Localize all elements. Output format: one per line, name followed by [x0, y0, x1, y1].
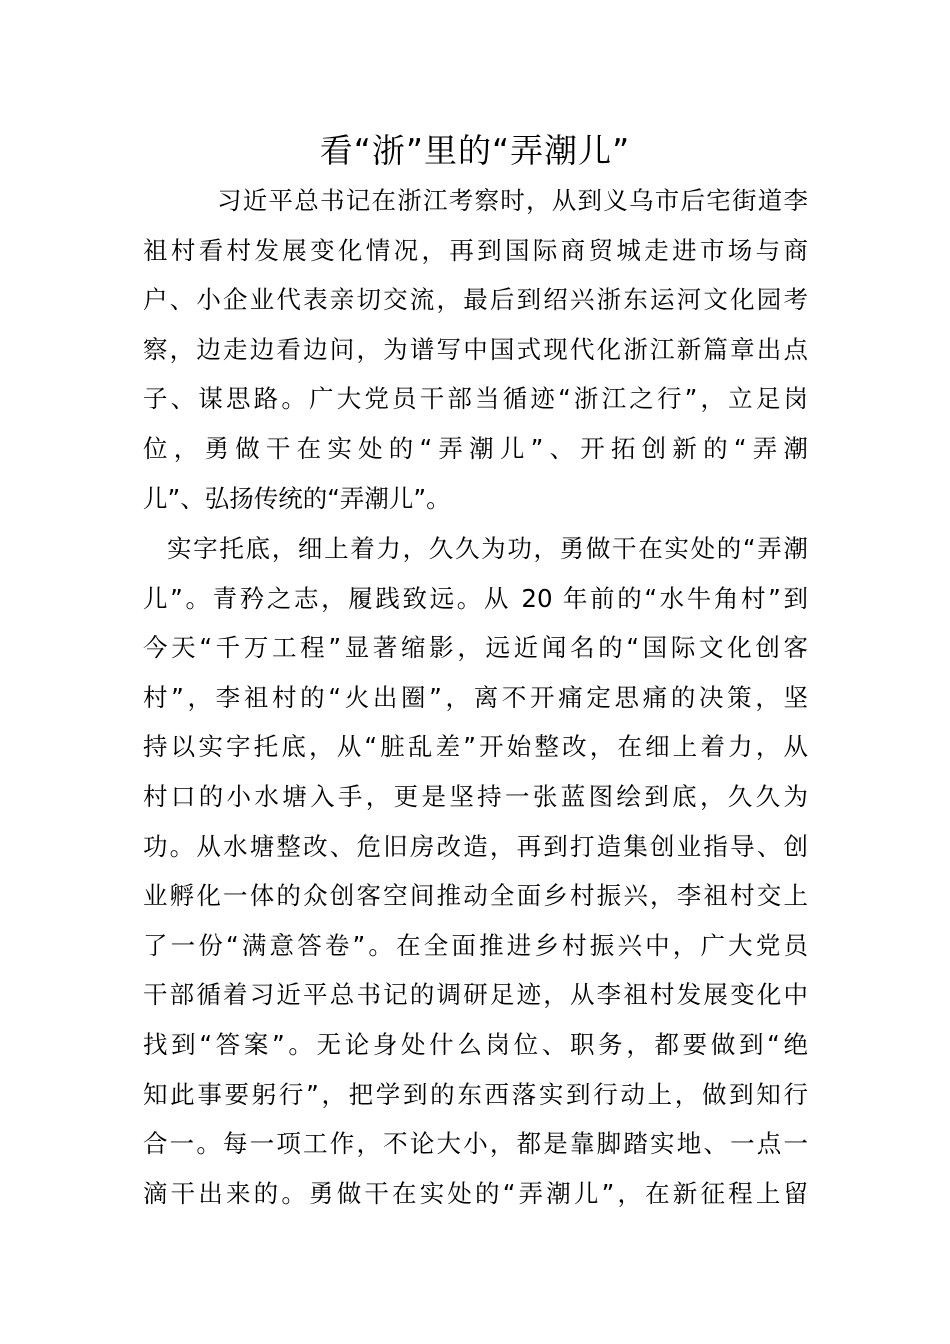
paragraph-line: 儿”、弘扬传统的“弄潮儿”。	[143, 483, 451, 513]
paragraph-line: 滴干出来的。勇做干在实处的“弄潮儿”，在新征程上留	[143, 1178, 808, 1208]
paragraph-line: 儿”。青矜之志，履践致远。从 20 年前的“水牛角村”到	[143, 583, 808, 613]
paragraph-line: 今天“千万工程”显著缩影，远近闻名的“国际文化创客	[143, 633, 808, 663]
paragraph-line: 实字托底，细上着力，久久为功，勇做干在实处的“弄潮	[167, 534, 808, 563]
paragraph-line: 功。从水塘整改、危旧房改造，再到打造集创业指导、创	[143, 831, 808, 861]
paragraph-line: 祖村看村发展变化情况，再到国际商贸城走进市场与商	[143, 235, 808, 265]
paragraph-line: 知此事要躬行”，把学到的东西落实到行动上，做到知行	[143, 1079, 808, 1109]
paragraph-line: 业孵化一体的众创客空间推动全面乡村振兴，李祖村交上	[143, 881, 808, 911]
paragraph-line: 子、谋思路。广大党员干部当循迹“浙江之行”，立足岗	[143, 384, 808, 414]
paragraph-line: 村口的小水塘入手，更是坚持一张蓝图绘到底，久久为	[143, 781, 808, 811]
paragraph-line: 察，边走边看边问，为谱写中国式现代化浙江新篇章出点	[143, 334, 808, 364]
document-title: 看“浙”里的“弄潮儿”	[319, 131, 631, 170]
paragraph-line: 户、小企业代表亲切交流，最后到绍兴浙东运河文化园考	[143, 285, 808, 315]
paragraph-line: 持以实字托底，从“脏乱差”开始整改，在细上着力，从	[143, 732, 808, 762]
paragraph-line: 找到“答案”。无论身处什么岗位、职务，都要做到“绝	[143, 1029, 808, 1059]
paragraph-line: 位，勇做干在实处的“弄潮儿”、开拓创新的“弄潮	[143, 433, 808, 463]
paragraph-intro	[143, 176, 808, 523]
paragraph-line: 了一份“满意答卷”。在全面推进乡村振兴中，广大党员	[143, 930, 808, 960]
paragraph-body	[143, 524, 808, 1218]
paragraph-line: 村”，李祖村的“火出圈”，离不开痛定思痛的决策，坚	[143, 682, 808, 712]
paragraph-line: 合一。每一项工作，不论大小，都是靠脚踏实地、一点一	[143, 1129, 808, 1159]
paragraph-line: 习近平总书记在浙江考察时，从到义乌市后宅街道李	[217, 186, 808, 215]
paragraph-line: 干部循着习近平总书记的调研足迹，从李祖村发展变化中	[143, 980, 808, 1010]
